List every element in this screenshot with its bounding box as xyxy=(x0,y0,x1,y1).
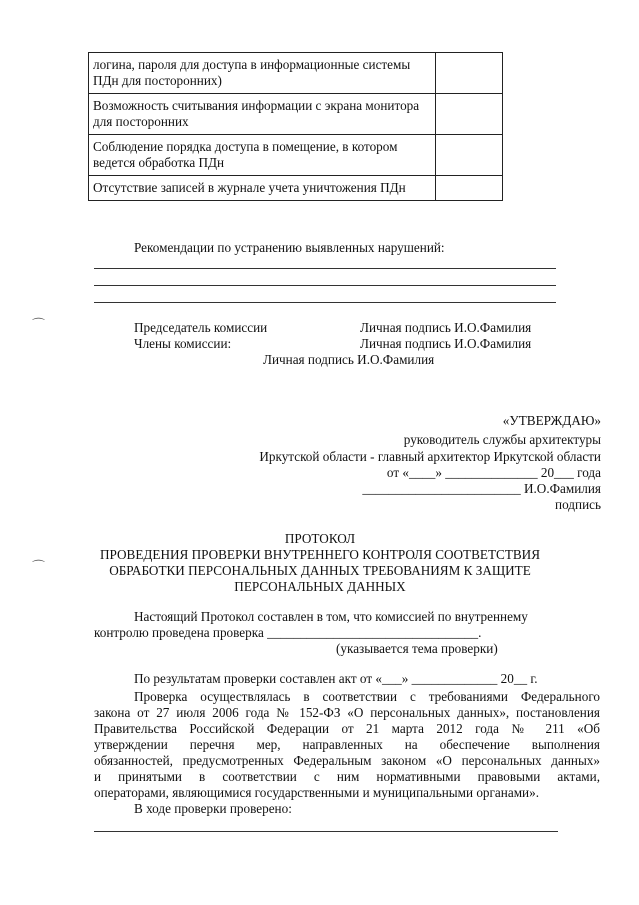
table-cell-mark xyxy=(436,135,503,176)
paragraph-line: обязанностей, предусмотренных Федеральным законом «О персональных данных» xyxy=(94,753,600,768)
checklist-table xyxy=(88,52,503,201)
chair-label: Председатель комиссии xyxy=(134,320,268,335)
chair-signature: Личная подпись И.О.Фамилия xyxy=(360,320,532,335)
paragraph-line: Правительства Российской Федерации от 21 марта 2012 года № 211 «Об xyxy=(94,721,600,736)
signature-caption: подпись xyxy=(555,497,601,512)
topic-caption: (указывается тема проверки) xyxy=(336,641,498,656)
paragraph-line: и принятыми в соответствии с ним нормативными правовыми актами, xyxy=(94,769,600,784)
member-signature: Личная подпись И.О.Фамилия xyxy=(263,352,435,367)
table-cell-label: Возможность считывания информации с экрана монитора для посторонних xyxy=(89,94,436,135)
table-row xyxy=(89,53,503,94)
approve-heading: «УТВЕРЖДАЮ» xyxy=(502,413,601,428)
paragraph-line: закона от 27 июля 2006 года № 152-ФЗ «О персональных данных», постановления xyxy=(94,705,600,720)
checked-label: В ходе проверки проверено: xyxy=(134,801,292,816)
table-row xyxy=(89,94,503,135)
intro-line1: Настоящий Протокол составлен в том, что комиссией по внутреннему xyxy=(134,609,528,624)
scan-artifact: ⌒ xyxy=(32,559,46,574)
table-cell-label: Соблюдение порядка доступа в помещение, в котором ведется обработка ПДн xyxy=(89,135,436,176)
paragraph-line: операторами, являющимися государственными и муниципальными органами». xyxy=(94,785,539,800)
protocol-subtitle-line3: ПЕРСОНАЛЬНЫХ ДАННЫХ xyxy=(234,579,406,594)
table-cell-mark xyxy=(436,94,503,135)
act-line: По результатам проверки составлен акт от «___» _____________ 20__ г. xyxy=(134,671,538,686)
paragraph-line: утверждении перечня мер, направленных на обеспечение выполнения xyxy=(94,737,600,752)
table-cell-label: Отсутствие записей в журнале учета уничтожения ПДн xyxy=(89,176,436,201)
approver-position-line2: Иркутской области - главный архитектор Иркутской области xyxy=(259,449,601,464)
table-row xyxy=(89,135,503,176)
member-signature: Личная подпись И.О.Фамилия xyxy=(360,336,532,351)
approver-position-line1: руководитель службы архитектуры xyxy=(403,432,601,447)
approval-date: от «____» ______________ 20___ года xyxy=(386,465,601,480)
blank-line xyxy=(94,268,556,269)
protocol-subtitle-line1: ПРОВЕДЕНИЯ ПРОВЕРКИ ВНУТРЕННЕГО КОНТРОЛЯ СООТВЕТСТВИЯ xyxy=(100,547,540,562)
recommendations-label: Рекомендации по устранению выявленных нарушений: xyxy=(134,240,445,255)
approver-name: ________________________ И.О.Фамилия xyxy=(362,481,601,496)
table-cell-mark xyxy=(436,176,503,201)
table-cell-mark xyxy=(436,53,503,94)
scan-artifact: ⌒ xyxy=(32,317,46,332)
table-row xyxy=(89,176,503,201)
blank-line xyxy=(94,831,558,832)
paragraph-line: Проверка осуществлялась в соответствии с требованиями Федерального xyxy=(134,689,600,704)
protocol-title: ПРОТОКОЛ xyxy=(284,531,356,546)
intro-line2: контролю проведена проверка ________________________________. xyxy=(94,625,482,640)
table-cell-label: логина, пароля для доступа в информационные системы ПДн для посторонних) xyxy=(89,53,436,94)
blank-line xyxy=(94,285,556,286)
protocol-subtitle-line2: ОБРАБОТКИ ПЕРСОНАЛЬНЫХ ДАННЫХ ТРЕБОВАНИЯМ К ЗАЩИТЕ xyxy=(109,563,531,578)
blank-line xyxy=(94,302,556,303)
members-label: Члены комиссии: xyxy=(134,336,232,351)
